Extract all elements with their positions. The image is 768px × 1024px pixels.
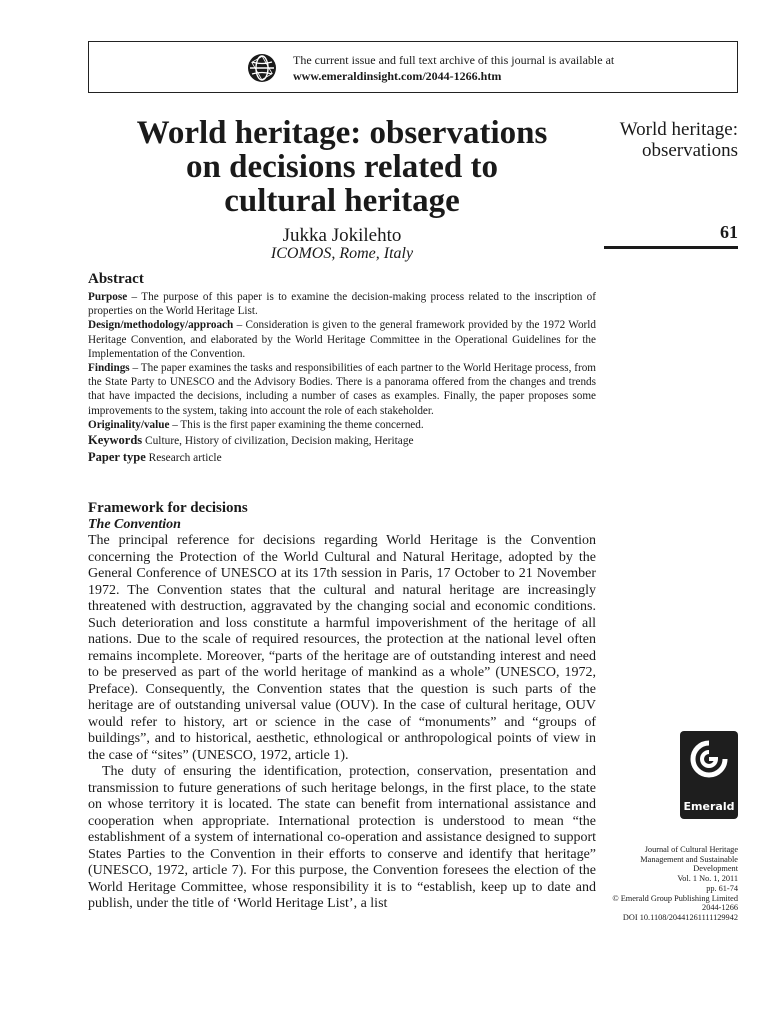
journal-header-box [88, 41, 738, 93]
paper-type-label: Paper type [88, 450, 146, 465]
abstract-design [88, 318, 596, 361]
findings-label: Findings [88, 362, 130, 375]
design-text: – Consideration is given to the general framework provided by the 1972 World Heritage Convention, and elaborated by the World Heritage Committee in the Operational Guidelines for the Implementation of the Convention. [88, 319, 596, 360]
journal-info-line: Development [693, 864, 738, 874]
abstract-purpose [88, 290, 596, 318]
abstract-findings [88, 361, 596, 418]
design-label: Design/methodology/approach [88, 319, 234, 332]
keywords-label: Keywords [88, 433, 143, 448]
journal-info-line: DOI 10.1108/20441261111129942 [622, 912, 738, 922]
page-number: 61 [720, 222, 738, 242]
keywords-line [88, 432, 596, 449]
keywords-text: Culture, History of civilization, Decision making, Heritage [142, 435, 414, 448]
findings-text: – The paper examines the tasks and responsibilities of each partner to the World Heritage process, from the State Party to UNESCO and the Advisory Bodies. There is a panorama offered from the changes and trends that have impacted the decisions, including a number of cases as examples. Finally, the paper proposes some improvements to the system, taking into account the role of each stakeholder. [88, 362, 596, 417]
originality-text: – This is the first paper examining the theme concerned. [169, 418, 424, 431]
journal-info-line: pp. 61-74 [706, 883, 738, 893]
body-paragraph: The principal reference for decisions regarding World Heritage is the Convention concerning the Protection of the World Cultural and Natural Heritage, adopted by the General Conference of UNESCO at its 17th session in Paris, 17 October to 21 November 1972. The Convention states that the cultural and natural heritage are increasingly threatened with destruction, aggravated by the changing social and economic conditions. Such deterioration and loss constitute a harmful impoverishment of the heritage of all nations. Due to the scale of required resources, the protection at the national level often remains incomplete. Moreover, “parts of the heritage are of outstanding interest and need to be preserved as part of the world heritage of mankind as a whole” (UNESCO, 1972, Preface). Consequently, the Convention states that the question is such parts of the heritage are of outstanding universal value (OUV). In the case of cultural heritage, OUV would refer to history, art or science in the case of “monuments” and “groups of buildings”, and to historical, aesthetic, ethnological or anthropological points of view in the case of “sites” (UNESCO, 1972, article 1). [88, 533, 596, 763]
body-text [88, 500, 596, 913]
author-name: Jukka Jokilehto [282, 225, 402, 246]
body-paragraph: The duty of ensuring the identification, protection, conservation, presentation and transmission to future generations of such heritage belongs, in the first place, to the state on whose territory it is located. The state can benefit from international assistance and cooperation when appropriate. International protection is understood to mean “the establishment of a system of international co-operation and assistance designed to support States Parties to the Convention in their efforts to conserve and identify that heritage” (UNESCO, 1972, article 7). For this purpose, the Convention foresees the election of the World Heritage Committee, whose responsibility it is to “establish, keep up to date and publish, under the title of ‘World Heritage List’, a list [88, 764, 596, 911]
title-line: cultural heritage [224, 183, 460, 219]
journal-info-line: Vol. 1 No. 1, 2011 [677, 874, 738, 884]
purpose-text: – The purpose of this paper is to examine the decision-making process related to the inscription of properties on the World Heritage List. [88, 291, 596, 318]
paper-type-text: Research article [145, 452, 222, 465]
author-affiliation: ICOMOS, Rome, Italy [270, 245, 414, 262]
abstract-section [88, 270, 596, 466]
paper-title [88, 116, 596, 218]
archive-notice: The current issue and full text archive of this journal is available at [293, 53, 615, 67]
title-line: World heritage: observations [136, 115, 548, 151]
journal-info-line: 2044-1266 [702, 903, 738, 913]
globe-icon [247, 53, 277, 83]
emerald-e-icon [689, 739, 729, 791]
running-head [604, 119, 738, 161]
title-line: on decisions related to [186, 149, 498, 185]
journal-info-line: Journal of Cultural Heritage [644, 845, 738, 854]
purpose-label: Purpose [88, 291, 128, 303]
paper-type-line [88, 449, 596, 466]
subsection-heading: The Convention [88, 517, 181, 532]
emerald-logo [680, 731, 738, 819]
running-head-line: observations [641, 140, 738, 161]
journal-info-line: © Emerald Group Publishing Limited [612, 893, 738, 903]
divider-rule [604, 246, 738, 249]
abstract-originality [88, 418, 596, 432]
originality-label: Originality/value [88, 418, 170, 431]
journal-url-link[interactable]: www.emeraldinsight.com/2044-1266.htm [293, 69, 502, 83]
journal-info [604, 845, 738, 923]
running-head-line: World heritage: [619, 119, 738, 140]
section-heading: Framework for decisions [88, 500, 248, 516]
journal-info-line: Management and Sustainable [640, 854, 738, 864]
abstract-heading: Abstract [88, 271, 144, 287]
emerald-logo-label: Emerald [683, 800, 735, 813]
